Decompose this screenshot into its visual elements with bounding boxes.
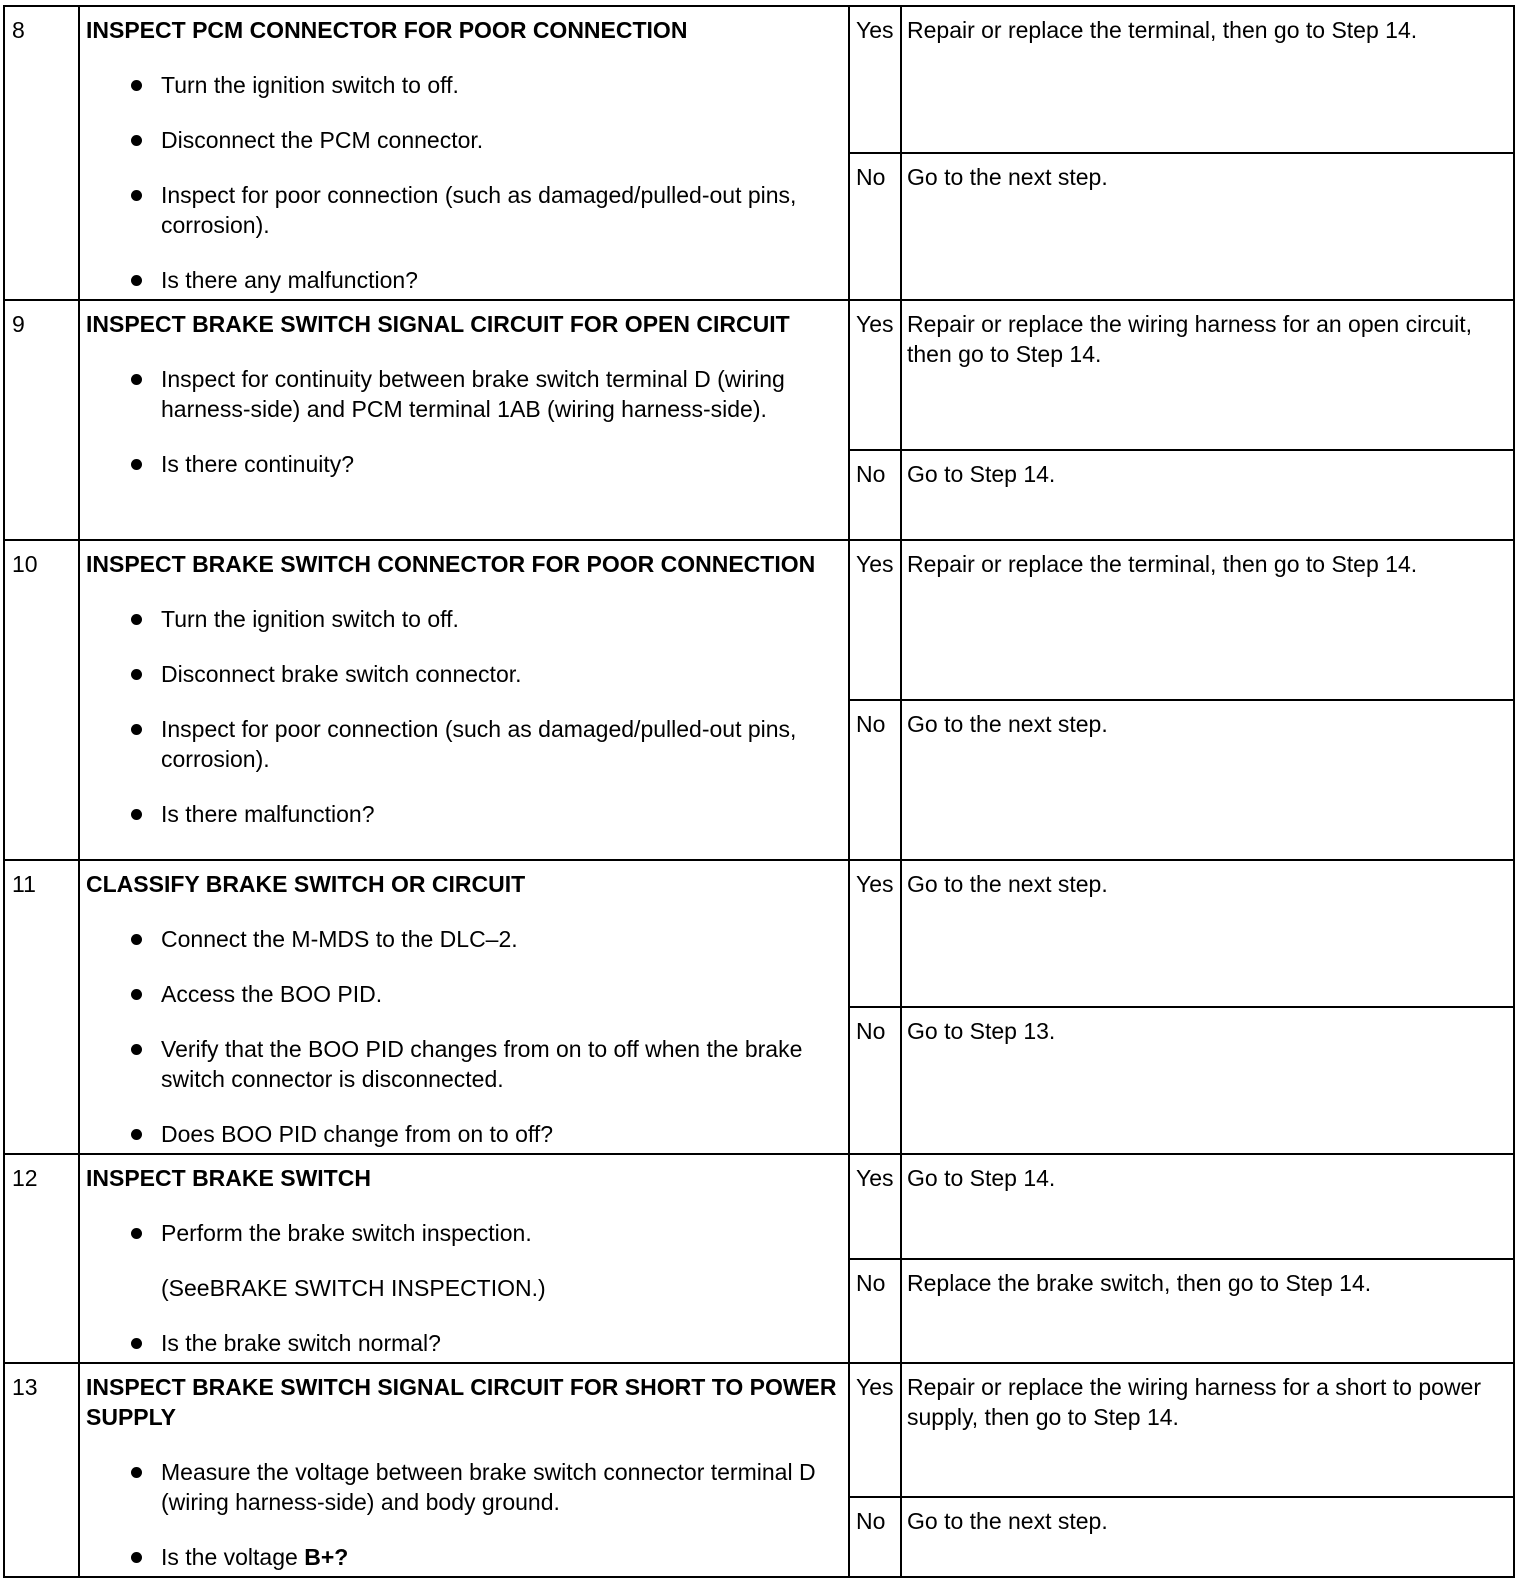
instruction-text: Inspect for continuity between brake switch terminal D (wiring harness-side) and PCM terminal 1AB (wiring harness-side). [161, 366, 785, 422]
step-instructions [86, 604, 838, 829]
bullet-item [86, 364, 838, 424]
instruction-text: (SeeBRAKE SWITCH INSPECTION.) [161, 1275, 546, 1301]
table-row [4, 540, 1514, 700]
no-label: No [849, 1497, 901, 1577]
instruction-text: Verify that the BOO PID changes from on to off when the brake switch connector is disconnected. [161, 1036, 803, 1092]
table-row [4, 300, 1514, 450]
bullet-item [86, 1119, 838, 1149]
bullet-item [86, 180, 838, 240]
table-body [4, 6, 1514, 1577]
step-number: 9 [4, 300, 79, 540]
no-label: No [849, 700, 901, 860]
bullet-item [86, 799, 838, 829]
bullet-item [86, 449, 838, 479]
instruction-text: Perform the brake switch inspection. [161, 1220, 532, 1246]
step-procedure [79, 540, 849, 860]
instruction-text: Measure the voltage between brake switch connector terminal D (wiring harness-side) and body ground. [161, 1459, 816, 1515]
step-procedure [79, 860, 849, 1154]
step-instructions [86, 70, 838, 295]
step-instructions [86, 924, 838, 1149]
no-label: No [849, 1259, 901, 1364]
instruction-text: Turn the ignition switch to off. [161, 72, 459, 98]
step-number: 13 [4, 1363, 79, 1577]
instruction-text: Inspect for poor connection (such as damaged/pulled-out pins, corrosion). [161, 182, 797, 238]
bullet-item [86, 924, 838, 954]
yes-action: Repair or replace the terminal, then go to Step 14. [901, 540, 1514, 700]
yes-action: Repair or replace the terminal, then go to Step 14. [901, 6, 1514, 153]
table-row [4, 860, 1514, 1007]
step-instructions [86, 1218, 838, 1358]
step-procedure [79, 1363, 849, 1577]
yes-label: Yes [849, 540, 901, 700]
table-row [4, 1363, 1514, 1497]
instruction-text: Connect the M-MDS to the DLC–2. [161, 926, 518, 952]
no-label: No [849, 450, 901, 540]
step-title: INSPECT BRAKE SWITCH CONNECTOR FOR POOR CONNECTION [86, 551, 816, 577]
instruction-text: Does BOO PID change from on to off? [161, 1121, 554, 1147]
yes-label: Yes [849, 300, 901, 450]
diagnostic-procedure-table [3, 5, 1515, 1578]
step-procedure [79, 1154, 849, 1363]
bullet-item [86, 659, 838, 689]
note-item [86, 1273, 838, 1303]
yes-action: Go to the next step. [901, 860, 1514, 1007]
instruction-text: Disconnect brake switch connector. [161, 661, 522, 687]
step-title: INSPECT BRAKE SWITCH SIGNAL CIRCUIT FOR OPEN CIRCUIT [86, 311, 790, 337]
yes-action: Go to Step 14. [901, 1154, 1514, 1259]
instruction-text: Turn the ignition switch to off. [161, 606, 459, 632]
instruction-text: Disconnect the PCM connector. [161, 127, 484, 153]
no-action: Go to the next step. [901, 1497, 1514, 1577]
bullet-item [86, 1328, 838, 1358]
step-number: 8 [4, 6, 79, 300]
no-action: Go to the next step. [901, 700, 1514, 860]
step-instructions [86, 364, 838, 479]
instruction-text: Is there continuity? [161, 451, 355, 477]
bullet-item [86, 125, 838, 155]
step-instructions [86, 1457, 838, 1572]
bullet-item [86, 604, 838, 634]
yes-action: Repair or replace the wiring harness for a short to power supply, then go to Step 14. [901, 1363, 1514, 1497]
instruction-text: Is there malfunction? [161, 801, 375, 827]
no-action: Go to the next step. [901, 153, 1514, 300]
yes-label: Yes [849, 1154, 901, 1259]
yes-label: Yes [849, 6, 901, 153]
step-title: CLASSIFY BRAKE SWITCH OR CIRCUIT [86, 871, 526, 897]
table-row [4, 1154, 1514, 1259]
instruction-text: Is the voltage [161, 1544, 305, 1570]
table-row [4, 6, 1514, 153]
bullet-item [86, 70, 838, 100]
step-title: INSPECT BRAKE SWITCH [86, 1165, 371, 1191]
step-number: 12 [4, 1154, 79, 1363]
no-action: Go to Step 14. [901, 450, 1514, 540]
bullet-item [86, 1034, 838, 1094]
step-number: 10 [4, 540, 79, 860]
no-label: No [849, 153, 901, 300]
no-action: Go to Step 13. [901, 1007, 1514, 1154]
yes-label: Yes [849, 1363, 901, 1497]
instruction-text: Access the BOO PID. [161, 981, 383, 1007]
step-procedure [79, 300, 849, 540]
bullet-item [86, 1542, 838, 1572]
bullet-item [86, 1218, 838, 1248]
step-title: INSPECT PCM CONNECTOR FOR POOR CONNECTION [86, 17, 688, 43]
step-procedure [79, 6, 849, 300]
no-action: Replace the brake switch, then go to Step 14. [901, 1259, 1514, 1364]
bullet-item [86, 1457, 838, 1517]
bullet-item [86, 979, 838, 1009]
yes-label: Yes [849, 860, 901, 1007]
instruction-text: Is there any malfunction? [161, 267, 418, 293]
instruction-text: Inspect for poor connection (such as damaged/pulled-out pins, corrosion). [161, 716, 797, 772]
bullet-item [86, 265, 838, 295]
yes-action: Repair or replace the wiring harness for an open circuit, then go to Step 14. [901, 300, 1514, 450]
step-title: INSPECT BRAKE SWITCH SIGNAL CIRCUIT FOR SHORT TO POWER SUPPLY [86, 1374, 837, 1430]
instruction-value: B+? [304, 1544, 349, 1570]
bullet-item [86, 714, 838, 774]
instruction-text: Is the brake switch normal? [161, 1330, 441, 1356]
no-label: No [849, 1007, 901, 1154]
step-number: 11 [4, 860, 79, 1154]
